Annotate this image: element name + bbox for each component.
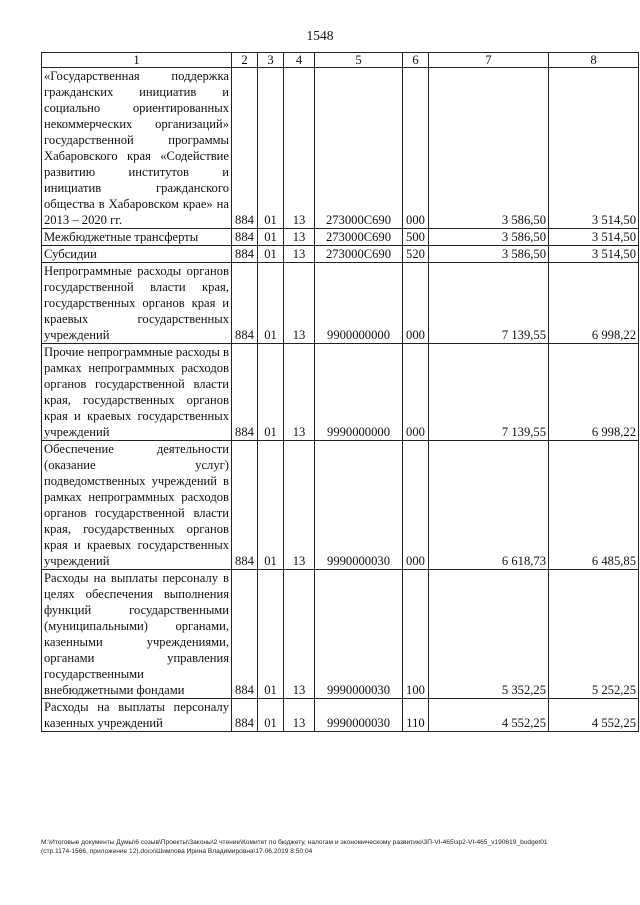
cell-target-article: 9990000000 — [315, 344, 403, 441]
column-header: 8 — [549, 53, 639, 68]
column-header: 5 — [315, 53, 403, 68]
cell-subsection: 13 — [284, 246, 315, 263]
cell-subsection: 13 — [284, 68, 315, 229]
cell-section: 01 — [258, 246, 284, 263]
cell-expense-type: 110 — [403, 699, 429, 732]
cell-expense-type: 500 — [403, 229, 429, 246]
column-header: 6 — [403, 53, 429, 68]
cell-amount-2020: 3 514,50 — [549, 246, 639, 263]
cell-section: 01 — [258, 344, 284, 441]
cell-target-article: 9990000030 — [315, 570, 403, 699]
cell-section: 01 — [258, 570, 284, 699]
cell-subsection: 13 — [284, 441, 315, 570]
cell-amount-2020: 6 485,85 — [549, 441, 639, 570]
column-header: 3 — [258, 53, 284, 68]
cell-amount-2020: 3 514,50 — [549, 229, 639, 246]
page-number: 1548 — [306, 28, 334, 43]
table-row — [42, 246, 639, 263]
cell-amount-2020: 4 552,25 — [549, 699, 639, 732]
row-name: Расходы на выплаты персоналу казенных учреждений — [42, 699, 232, 732]
table-row — [42, 570, 639, 699]
table-row — [42, 263, 639, 344]
row-name: Субсидии — [42, 246, 232, 263]
cell-amount-2020: 6 998,22 — [549, 263, 639, 344]
cell-section: 01 — [258, 441, 284, 570]
cell-amount-2019: 7 139,55 — [429, 263, 549, 344]
cell-target-article: 9990000030 — [315, 699, 403, 732]
row-name: Прочие непрограммные расходы в рамках непрограммных расходов органов государственной власти края, государственных органов края и краевых государственных учреждений — [42, 344, 232, 441]
column-header: 2 — [232, 53, 258, 68]
cell-section: 01 — [258, 699, 284, 732]
row-name: Непрограммные расходы органов государственной власти края, государственных органов края и краевых государственных учреждений — [42, 263, 232, 344]
cell-code-admin: 884 — [232, 263, 258, 344]
table-row — [42, 441, 639, 570]
column-header: 7 — [429, 53, 549, 68]
cell-subsection: 13 — [284, 699, 315, 732]
table-row — [42, 344, 639, 441]
cell-code-admin: 884 — [232, 699, 258, 732]
cell-section: 01 — [258, 229, 284, 246]
cell-target-article: 273000С690 — [315, 246, 403, 263]
row-name: Межбюджетные трансферты — [42, 229, 232, 246]
table-row — [42, 699, 639, 732]
cell-expense-type: 520 — [403, 246, 429, 263]
cell-code-admin: 884 — [232, 246, 258, 263]
table-row — [42, 229, 639, 246]
cell-subsection: 13 — [284, 344, 315, 441]
column-header: 1 — [42, 53, 232, 68]
cell-subsection: 13 — [284, 263, 315, 344]
column-header: 4 — [284, 53, 315, 68]
cell-code-admin: 884 — [232, 441, 258, 570]
cell-amount-2019: 4 552,25 — [429, 699, 549, 732]
cell-expense-type: 000 — [403, 344, 429, 441]
cell-target-article: 9990000030 — [315, 441, 403, 570]
footer-path-line: M:\Итоговые документы Думы\6 созыв\Проекты\Законы\2 чтение\Комитет по бюджету, налогам и экономическому развитию\3П-VI-465\зр2-VI-465_v190619_budget01 — [41, 839, 548, 846]
cell-section: 01 — [258, 263, 284, 344]
cell-amount-2019: 6 618,73 — [429, 441, 549, 570]
cell-amount-2019: 3 586,50 — [429, 68, 549, 229]
file-path-footer — [41, 838, 621, 856]
cell-expense-type: 000 — [403, 441, 429, 570]
cell-amount-2019: 3 586,50 — [429, 229, 549, 246]
cell-subsection: 13 — [284, 229, 315, 246]
cell-amount-2019: 5 352,25 — [429, 570, 549, 699]
cell-expense-type: 100 — [403, 570, 429, 699]
cell-code-admin: 884 — [232, 344, 258, 441]
cell-target-article: 9900000000 — [315, 263, 403, 344]
row-name: Обеспечение деятельности (оказание услуг) подведомственных учреждений в рамках непрограммных расходов органов государственной власти края, государственных органов края и краевых государственных учреждений — [42, 441, 232, 570]
cell-code-admin: 884 — [232, 570, 258, 699]
cell-expense-type: 000 — [403, 263, 429, 344]
cell-amount-2020: 5 252,25 — [549, 570, 639, 699]
cell-code-admin: 884 — [232, 68, 258, 229]
cell-code-admin: 884 — [232, 229, 258, 246]
header-row — [42, 53, 639, 68]
cell-expense-type: 000 — [403, 68, 429, 229]
cell-amount-2020: 6 998,22 — [549, 344, 639, 441]
cell-section: 01 — [258, 68, 284, 229]
cell-amount-2020: 3 514,50 — [549, 68, 639, 229]
table-row — [42, 68, 639, 229]
cell-target-article: 273000С690 — [315, 68, 403, 229]
row-name: «Государственная поддержка гражданских инициатив и социально ориентированных некоммерческих организаций» государственной программы Хабаровского края «Содействие развитию институтов и инициатив гражданского общества в Хабаровском крае» на 2013 – 2020 гг. — [42, 68, 232, 229]
budget-table — [41, 52, 639, 732]
cell-subsection: 13 — [284, 570, 315, 699]
cell-amount-2019: 3 586,50 — [429, 246, 549, 263]
cell-amount-2019: 7 139,55 — [429, 344, 549, 441]
cell-target-article: 273000С690 — [315, 229, 403, 246]
footer-author-line: (стр.1174-1566, приложение 12).docx\Шимпова Ирина Владимировна\17.06.2019 8:50:04 — [41, 848, 313, 855]
row-name: Расходы на выплаты персоналу в целях обеспечения выполнения функций государственными (муниципальными) органами, казенными учреждениями, органами управления государственными внебюджетными фондами — [42, 570, 232, 699]
